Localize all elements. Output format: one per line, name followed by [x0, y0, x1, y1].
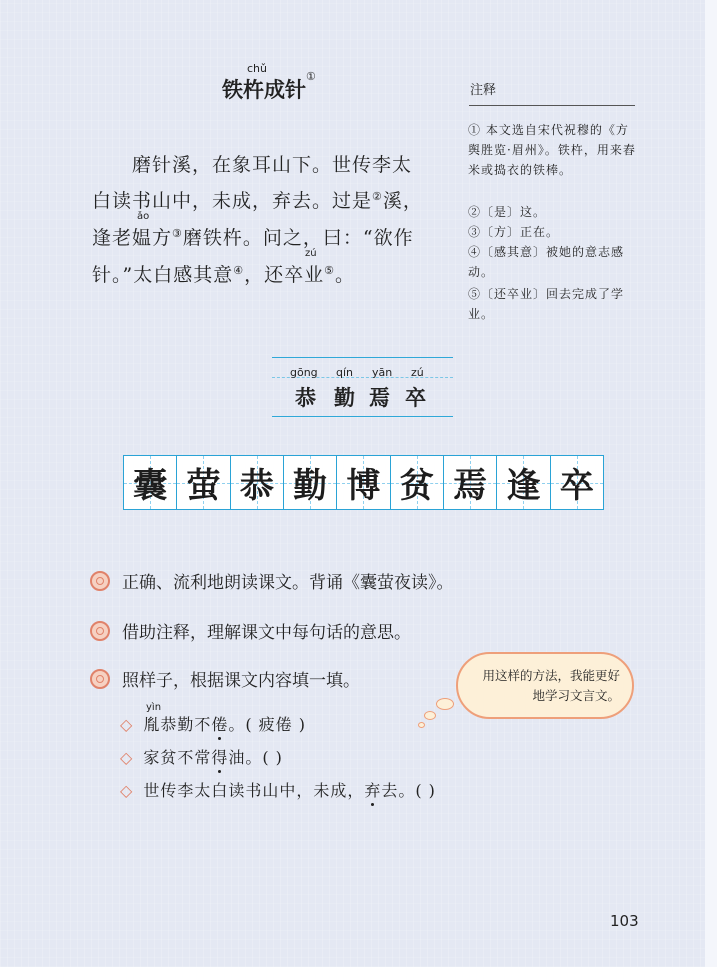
- grid-cell: [391, 456, 444, 509]
- grid-cell: [337, 456, 390, 509]
- key-word-pinyin: qín: [336, 366, 354, 379]
- note-mark: ④: [233, 264, 245, 277]
- notes-divider: [469, 105, 635, 106]
- grid-char: 焉: [453, 466, 488, 506]
- thought-bubble-dot: [436, 698, 454, 710]
- example-text: 。( 疲倦 ): [228, 715, 307, 734]
- notes-heading: 注释: [470, 83, 497, 98]
- grid-cell: [551, 456, 603, 509]
- note-mark: ⑤: [324, 264, 335, 277]
- grid-cell: [497, 456, 550, 509]
- passage-text: 逢老媪方: [92, 227, 173, 249]
- grid-char: 卒: [559, 466, 594, 506]
- pinyin-yin: yìn: [146, 702, 162, 713]
- passage-text: 磨铁杵。问之，曰：“欲作: [182, 227, 414, 249]
- grid-char: 勤: [293, 466, 328, 506]
- grid-cell: [284, 456, 337, 509]
- key-word-pinyin: gōng: [290, 366, 318, 379]
- passage-line-2: [92, 186, 423, 213]
- emphasized-char: 得: [211, 748, 229, 767]
- passage-line-3: [92, 223, 414, 250]
- passage-line-4: [92, 260, 355, 287]
- example-text: 去。( ): [381, 781, 436, 800]
- emphasized-char: 弃: [364, 781, 382, 800]
- grid-char: 逢: [506, 466, 541, 506]
- note-item: ③〔方〕正在。: [468, 225, 560, 239]
- task-item: [90, 618, 411, 643]
- grid-cell: [177, 456, 230, 509]
- task-text: 借助注释，理解课文中每句话的意思。: [122, 623, 411, 643]
- key-word-char: 恭: [295, 385, 316, 410]
- emphasized-char: 倦: [211, 715, 229, 734]
- example-item: [120, 712, 306, 735]
- page-edge: [705, 0, 717, 967]
- grid-char: 萤: [186, 466, 221, 506]
- example-text: 世传李太白读书山中，未成，: [143, 781, 365, 800]
- example-text: 油。( ): [228, 748, 283, 767]
- task-item: [90, 666, 360, 691]
- grid-cell: [124, 456, 177, 509]
- key-word-char: 勤: [334, 385, 355, 410]
- key-word-char: 卒: [405, 385, 426, 410]
- thought-bubble-dot: [424, 711, 436, 720]
- key-word-pinyin: yān: [372, 366, 393, 379]
- passage-text: 针。”太白感其意: [92, 264, 234, 286]
- task-bullet-icon: [90, 571, 110, 591]
- thought-bubble-text: 用这样的方法，我能更好地学习文言文。: [482, 668, 620, 703]
- title-pinyin: chǔ: [247, 62, 267, 75]
- thought-bubble-dot: [418, 722, 425, 728]
- grid-cell: [444, 456, 497, 509]
- key-word-char: 焉: [369, 385, 390, 410]
- task-bullet-icon: [90, 621, 110, 641]
- example-text: 家贫不常: [143, 748, 212, 767]
- key-word-pinyin: zú: [411, 366, 424, 379]
- passage-text: 磨针溪，在象耳山下。世传李太: [132, 154, 413, 176]
- writing-grid: [123, 455, 604, 510]
- title-note-mark: ①: [306, 70, 316, 83]
- passage-text: ，还卒业: [244, 264, 325, 286]
- note-mark: ③: [172, 227, 183, 240]
- passage-line-1: [132, 150, 412, 177]
- task-text: 正确、流利地朗读课文。背诵《囊萤夜读》。: [122, 573, 454, 593]
- grid-char: 恭: [239, 466, 274, 506]
- grid-cell: [231, 456, 284, 509]
- task-bullet-icon: [90, 669, 110, 689]
- task-item: [90, 568, 454, 593]
- pinyin-zu: zú: [305, 248, 317, 259]
- example-item: [120, 745, 283, 768]
- page-number: 103: [610, 912, 639, 930]
- task-text: 照样子，根据课文内容填一填。: [122, 671, 360, 691]
- passage-text: 溪，: [382, 190, 423, 212]
- diamond-bullet-icon: ◇: [120, 748, 134, 767]
- note-item: ②〔是〕这。: [468, 205, 547, 219]
- lesson-title: [222, 70, 316, 104]
- lesson-title-text: 铁杵成针: [222, 77, 306, 102]
- note-item: ① 本文选自宋代祝穆的《方舆胜览·眉州》。铁杵，用来舂米或捣衣的铁棒。: [468, 123, 636, 177]
- example-item: [120, 778, 436, 801]
- grid-char: 囊: [133, 466, 168, 506]
- pinyin-ao: ǎo: [137, 211, 150, 222]
- grid-char: 博: [346, 466, 381, 506]
- passage-text: 。: [334, 264, 355, 286]
- diamond-bullet-icon: ◇: [120, 781, 134, 800]
- diamond-bullet-icon: ◇: [120, 715, 134, 734]
- note-mark: ②: [372, 190, 383, 203]
- note-item: ⑤〔还卒业〕回去完成了学业。: [468, 287, 625, 321]
- example-text: 胤恭勤不: [143, 715, 212, 734]
- grid-char: 贫: [399, 466, 434, 506]
- passage-text: 白读书山中，未成，弃去。过是: [92, 190, 373, 212]
- note-item: ④〔感其意〕被她的意志感动。: [468, 245, 625, 279]
